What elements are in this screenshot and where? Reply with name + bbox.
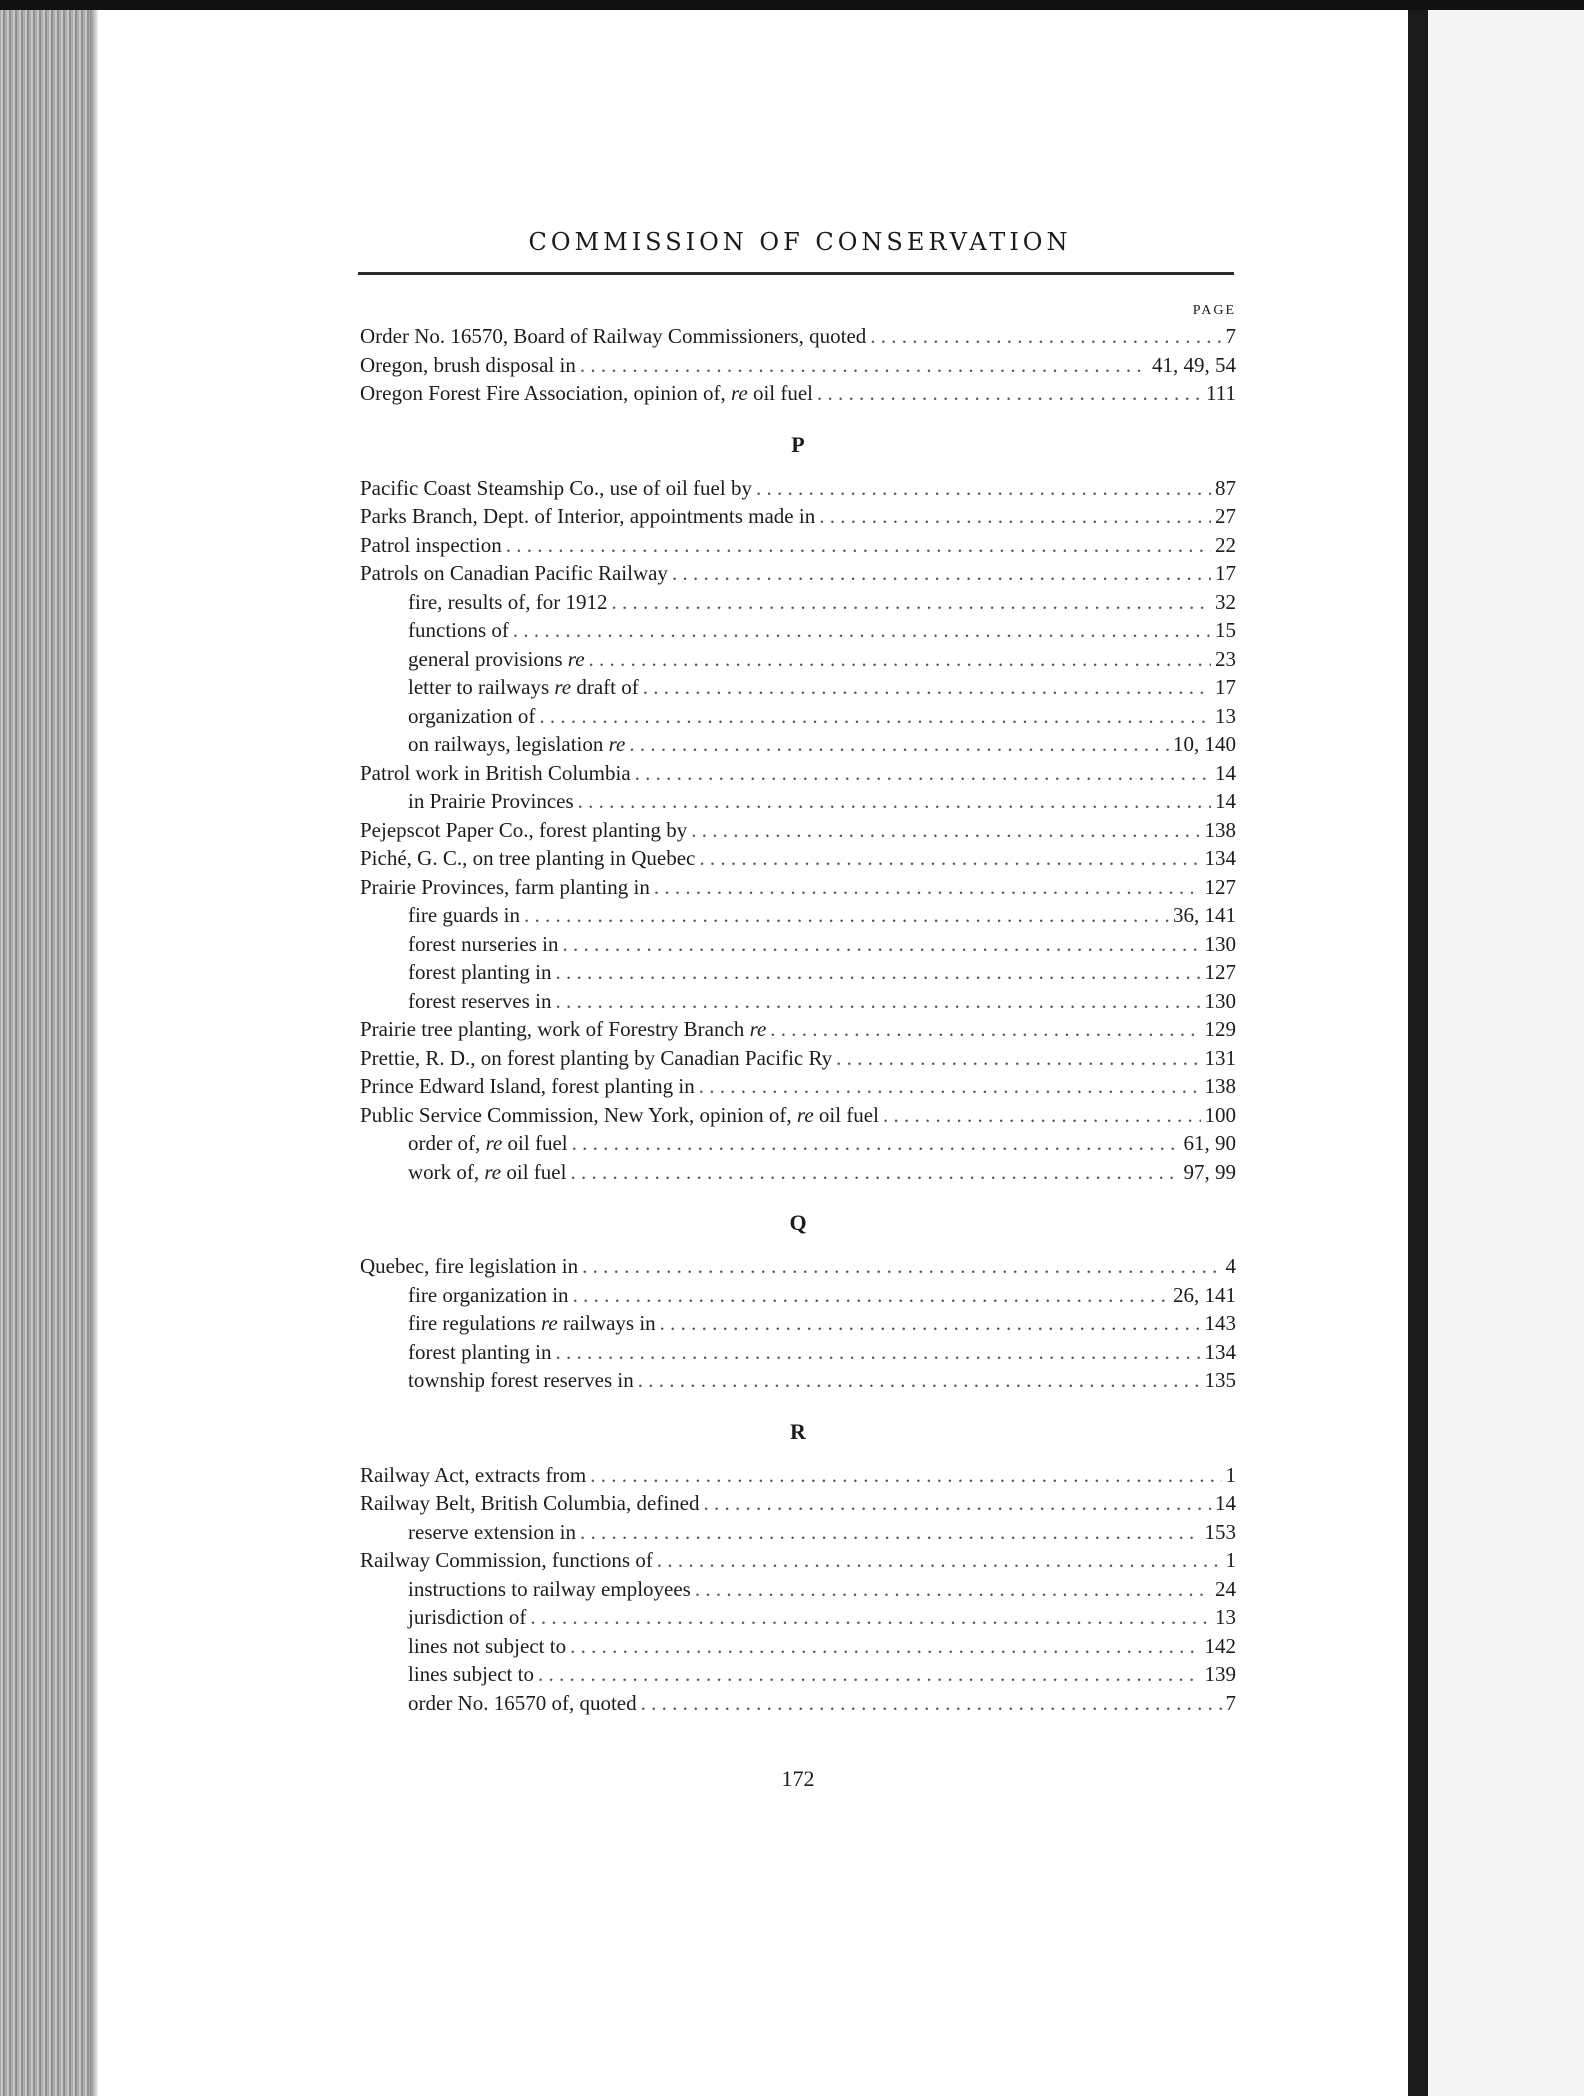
index-entry <box>360 559 1236 588</box>
entry-italic-text: re <box>730 381 748 405</box>
entry-term <box>408 1632 566 1661</box>
entry-page-ref: 153 <box>1204 1519 1236 1544</box>
entry-term <box>408 1281 569 1310</box>
entry-term <box>408 1158 566 1187</box>
dot-leader <box>643 673 1211 702</box>
index-subentry <box>360 901 1236 930</box>
dot-leader <box>539 702 1211 731</box>
entry-term <box>408 930 558 959</box>
dot-leader <box>524 901 1169 930</box>
entry-page-ref: 111 <box>1206 381 1236 405</box>
entry-page-ref: 4 <box>1225 1254 1236 1278</box>
entry-term <box>360 322 866 351</box>
entry-page-ref: 13 <box>1215 703 1236 728</box>
entry-text-tail: railways in <box>557 1311 656 1335</box>
entry-term <box>360 1461 586 1490</box>
section-letter-p: P <box>791 431 805 457</box>
entry-term <box>360 1546 653 1575</box>
dot-leader <box>756 474 1211 503</box>
entry-text-tail: draft of <box>571 675 639 699</box>
entry-text: Piché, G. C., on tree planting in Quebec <box>360 846 696 870</box>
scan-top-border <box>0 0 1584 10</box>
index-subentry <box>360 702 1236 731</box>
entry-text: Order No. 16570, Board of Railway Commissioners, quoted <box>360 324 867 348</box>
entry-page-ref: 17 <box>1215 561 1236 585</box>
entry-page-ref: 15 <box>1215 618 1236 642</box>
index-subentry <box>360 1309 1236 1338</box>
index-subentry <box>360 987 1236 1016</box>
entry-italic-text: re <box>554 675 572 699</box>
entry-term <box>408 1518 576 1547</box>
entry-page-ref: 131 <box>1204 1045 1236 1070</box>
dot-leader <box>819 502 1211 531</box>
dot-leader <box>611 588 1211 617</box>
entry-term <box>408 1309 656 1338</box>
entry-page-ref: 135 <box>1204 1368 1236 1392</box>
dot-leader <box>836 1044 1200 1073</box>
entry-text: Prairie Provinces, farm planting in <box>360 874 650 899</box>
index-subentry <box>360 1689 1236 1718</box>
entry-italic-text: re <box>796 1102 814 1127</box>
entry-text: Patrol inspection <box>360 532 502 557</box>
index-subentry <box>360 730 1236 759</box>
dot-leader <box>870 322 1221 351</box>
entry-italic-text: re <box>608 732 626 756</box>
entry-term <box>408 787 574 816</box>
index-entry <box>360 1044 1236 1073</box>
entry-page-ref: 14 <box>1215 789 1236 813</box>
index-entry <box>360 474 1236 503</box>
running-header: COMMISSION OF CONSERVATION <box>528 228 1072 256</box>
dot-leader <box>570 1158 1179 1187</box>
dot-leader <box>699 844 1200 873</box>
entry-term <box>360 759 631 788</box>
entry-text-tail: oil fuel <box>501 1159 567 1184</box>
index-entry <box>360 1015 1236 1044</box>
entry-page-ref: 22 <box>1215 532 1236 557</box>
index-subentry <box>360 787 1236 816</box>
entry-text: Oregon, brush disposal in <box>360 352 576 377</box>
entry-text: fire, results of, for 1912 <box>408 589 608 614</box>
entry-text: Quebec, fire legislation in <box>360 1254 579 1278</box>
entry-text: organization of <box>408 703 536 728</box>
index-subentry <box>360 958 1236 987</box>
index-entry <box>360 502 1236 531</box>
dot-leader <box>654 873 1201 902</box>
entry-term <box>408 673 639 702</box>
entry-term <box>408 588 607 617</box>
index-subentry <box>360 1518 1236 1547</box>
entry-term <box>360 1072 695 1101</box>
entry-term <box>360 1252 578 1281</box>
dot-leader <box>578 787 1211 816</box>
entry-page-ref: 13 <box>1215 1605 1236 1629</box>
entry-term <box>408 1366 634 1395</box>
entry-term <box>408 1603 526 1632</box>
index-entry <box>360 1489 1236 1518</box>
index-subentry <box>360 1575 1236 1604</box>
index-entry <box>360 322 1236 351</box>
index-entry <box>360 531 1236 560</box>
entry-text: Pejepscot Paper Co., forest planting by <box>360 817 688 842</box>
entry-text: Public Service Commission, New York, opinion of, <box>360 1102 797 1127</box>
dot-leader <box>635 759 1211 788</box>
dot-leader <box>506 531 1211 560</box>
entry-italic-text: re <box>540 1311 558 1335</box>
dot-leader <box>629 730 1169 759</box>
entry-page-ref: 97, 99 <box>1183 1159 1236 1184</box>
entry-text: on railways, legislation <box>408 732 609 756</box>
entry-page-ref: 61, 90 <box>1183 1131 1236 1155</box>
index-entry <box>360 1546 1236 1575</box>
entry-text: fire regulations <box>408 1311 541 1335</box>
entry-text-tail: oil fuel <box>747 381 814 405</box>
entry-text: order No. 16570 of, quoted <box>408 1690 637 1715</box>
entry-term <box>408 1660 534 1689</box>
index-subentry <box>360 1366 1236 1395</box>
dot-leader <box>695 1575 1211 1604</box>
entry-text: forest planting in <box>408 1339 552 1364</box>
entry-page-ref: 14 <box>1215 1491 1236 1515</box>
facing-page-edge <box>1428 10 1584 2096</box>
dot-leader <box>580 351 1148 380</box>
entry-term <box>360 873 650 902</box>
dot-leader <box>530 1603 1211 1632</box>
entry-term <box>360 816 687 845</box>
dot-leader <box>555 987 1200 1016</box>
dot-leader <box>570 1632 1200 1661</box>
dot-leader <box>573 1281 1169 1310</box>
entry-page-ref: 7 <box>1225 1690 1236 1715</box>
entry-text: instructions to railway employees <box>408 1576 691 1601</box>
index-entry <box>360 873 1236 902</box>
entry-term <box>408 958 551 987</box>
entry-text: Pacific Coast Steamship Co., use of oil fuel by <box>360 475 752 500</box>
index-entry <box>360 816 1236 845</box>
entry-page-ref: 27 <box>1215 504 1236 528</box>
dot-leader <box>590 1461 1221 1490</box>
index-subentry <box>360 1158 1236 1187</box>
entry-term <box>360 1489 699 1518</box>
index-entry <box>360 1461 1236 1490</box>
entry-text: functions of <box>408 618 509 642</box>
entry-term <box>360 379 813 408</box>
entry-italic-text: re <box>749 1017 767 1041</box>
index-entry <box>360 379 1236 408</box>
index-subentry <box>360 1338 1236 1367</box>
dot-leader <box>641 1689 1222 1718</box>
entry-term <box>408 1689 637 1718</box>
entry-term <box>408 730 625 759</box>
entry-term <box>360 351 576 380</box>
index-subentry <box>360 930 1236 959</box>
entry-term <box>360 1101 879 1130</box>
entry-text: Railway Act, extracts from <box>360 1462 587 1487</box>
index-entry <box>360 844 1236 873</box>
dot-leader <box>660 1309 1201 1338</box>
entry-text-tail: oil fuel <box>813 1102 879 1127</box>
scan-right-border <box>1408 10 1428 2096</box>
entry-term <box>408 702 535 731</box>
entry-text: forest reserves in <box>408 988 552 1013</box>
book-page-edges <box>0 10 96 2096</box>
entry-page-ref: 127 <box>1204 960 1236 984</box>
dot-leader <box>691 816 1200 845</box>
entry-text: Prairie tree planting, work of Forestry Branch <box>360 1017 750 1041</box>
entry-text: Patrol work in British Columbia <box>360 760 631 785</box>
entry-text: Oregon Forest Fire Association, opinion of, <box>360 381 731 405</box>
entry-text: lines not subject to <box>408 1633 567 1658</box>
entry-term <box>360 531 502 560</box>
header-rule <box>358 272 1234 275</box>
entry-page-ref: 26, 141 <box>1173 1282 1236 1307</box>
entry-page-ref: 14 <box>1215 760 1236 785</box>
entry-text: Prince Edward Island, forest planting in <box>360 1074 695 1098</box>
entry-term <box>360 502 815 531</box>
entry-page-ref: 36, 141 <box>1173 903 1236 927</box>
index-subentry <box>360 1660 1236 1689</box>
index-subentry <box>360 1603 1236 1632</box>
dot-leader <box>672 559 1211 588</box>
index-entry <box>360 1101 1236 1130</box>
dot-leader <box>580 1518 1201 1547</box>
dot-leader <box>699 1072 1201 1101</box>
entry-page-ref: 130 <box>1204 931 1236 956</box>
entry-page-ref: 134 <box>1204 846 1236 870</box>
dot-leader <box>657 1546 1222 1575</box>
entry-text: Patrols on Canadian Pacific Railway <box>360 561 668 585</box>
entry-text: Parks Branch, Dept. of Interior, appointments made in <box>360 504 816 528</box>
entry-text: work of, <box>408 1159 485 1184</box>
entry-term <box>360 844 695 873</box>
index-subentry <box>360 1129 1236 1158</box>
entry-page-ref: 32 <box>1215 589 1236 614</box>
entry-page-ref: 139 <box>1204 1662 1236 1686</box>
entry-page-ref: 142 <box>1204 1633 1236 1658</box>
entry-text: fire guards in <box>408 903 520 927</box>
entry-text: reserve extension in <box>408 1519 576 1544</box>
entry-text: order of, <box>408 1131 486 1155</box>
entry-page-ref: 134 <box>1204 1339 1236 1364</box>
entry-page-ref: 87 <box>1215 475 1236 500</box>
entry-term <box>408 1338 551 1367</box>
index-subentry <box>360 616 1236 645</box>
entry-page-ref: 138 <box>1204 1074 1236 1098</box>
book-gutter-shade <box>90 10 98 2096</box>
index-subentry <box>360 1281 1236 1310</box>
entry-page-ref: 17 <box>1215 675 1236 699</box>
index-entry <box>360 1252 1236 1281</box>
dot-leader <box>572 1129 1180 1158</box>
entry-page-ref: 143 <box>1204 1311 1236 1335</box>
index-entry <box>360 351 1236 380</box>
entry-text: township forest reserves in <box>408 1368 634 1392</box>
entry-text: Railway Belt, British Columbia, defined <box>360 1491 700 1515</box>
entry-term <box>408 616 509 645</box>
entry-text: fire organization in <box>408 1282 569 1307</box>
entry-text: forest nurseries in <box>408 931 559 956</box>
dot-leader <box>638 1366 1201 1395</box>
entry-term <box>408 901 520 930</box>
dot-leader <box>817 379 1202 408</box>
dot-leader <box>538 1660 1201 1689</box>
entry-text: general provisions <box>408 646 568 671</box>
entry-term <box>360 1044 832 1073</box>
entry-term <box>408 987 551 1016</box>
entry-page-ref: 130 <box>1204 988 1236 1013</box>
dot-leader <box>883 1101 1201 1130</box>
dot-leader <box>770 1015 1200 1044</box>
entry-italic-text: re <box>485 1131 503 1155</box>
entry-text: in Prairie Provinces <box>408 789 574 813</box>
index-content <box>360 300 1236 1717</box>
entry-page-ref: 138 <box>1204 817 1236 842</box>
section-letter-r: R <box>790 1418 806 1444</box>
entry-page-ref: 41, 49, 54 <box>1152 352 1236 377</box>
entry-page-ref: 1 <box>1225 1462 1236 1487</box>
index-entry <box>360 759 1236 788</box>
entry-page-ref: 100 <box>1204 1102 1236 1127</box>
entry-term <box>360 474 752 503</box>
entry-page-ref: 23 <box>1215 646 1236 671</box>
index-sections <box>360 322 1236 1717</box>
dot-leader <box>703 1489 1211 1518</box>
index-subentry <box>360 1632 1236 1661</box>
entry-term <box>360 559 668 588</box>
dot-leader <box>582 1252 1221 1281</box>
entry-page-ref: 1 <box>1225 1548 1236 1572</box>
entry-text: forest planting in <box>408 960 552 984</box>
dot-leader <box>555 1338 1200 1367</box>
entry-term <box>360 1015 766 1044</box>
entry-page-ref: 127 <box>1204 874 1236 899</box>
entry-term <box>408 1575 691 1604</box>
page-column-label: PAGE <box>1192 303 1236 318</box>
entry-text-tail: oil fuel <box>502 1131 568 1155</box>
entry-italic-text: re <box>484 1159 502 1184</box>
entry-term <box>408 1129 568 1158</box>
section-letter-q: Q <box>789 1210 807 1235</box>
dot-leader <box>555 958 1200 987</box>
entry-page-ref: 10, 140 <box>1173 732 1236 756</box>
index-entry <box>360 1072 1236 1101</box>
index-subentry <box>360 673 1236 702</box>
dot-leader <box>562 930 1200 959</box>
index-subentry <box>360 588 1236 617</box>
entry-italic-text: re <box>567 646 585 671</box>
dot-leader <box>513 616 1211 645</box>
entry-page-ref: 7 <box>1225 324 1236 348</box>
index-subentry <box>360 645 1236 674</box>
entry-term <box>408 645 585 674</box>
entry-page-ref: 24 <box>1215 1576 1236 1601</box>
entry-text: lines subject to <box>408 1662 534 1686</box>
entry-text: jurisdiction of <box>408 1605 527 1629</box>
entry-text: letter to railways <box>408 675 555 699</box>
dot-leader <box>589 645 1211 674</box>
entry-text: Railway Commission, functions of <box>360 1548 653 1572</box>
entry-page-ref: 129 <box>1204 1017 1236 1041</box>
entry-text: Prettie, R. D., on forest planting by Canadian Pacific Ry <box>360 1045 833 1070</box>
page-number: 172 <box>781 1766 815 1791</box>
